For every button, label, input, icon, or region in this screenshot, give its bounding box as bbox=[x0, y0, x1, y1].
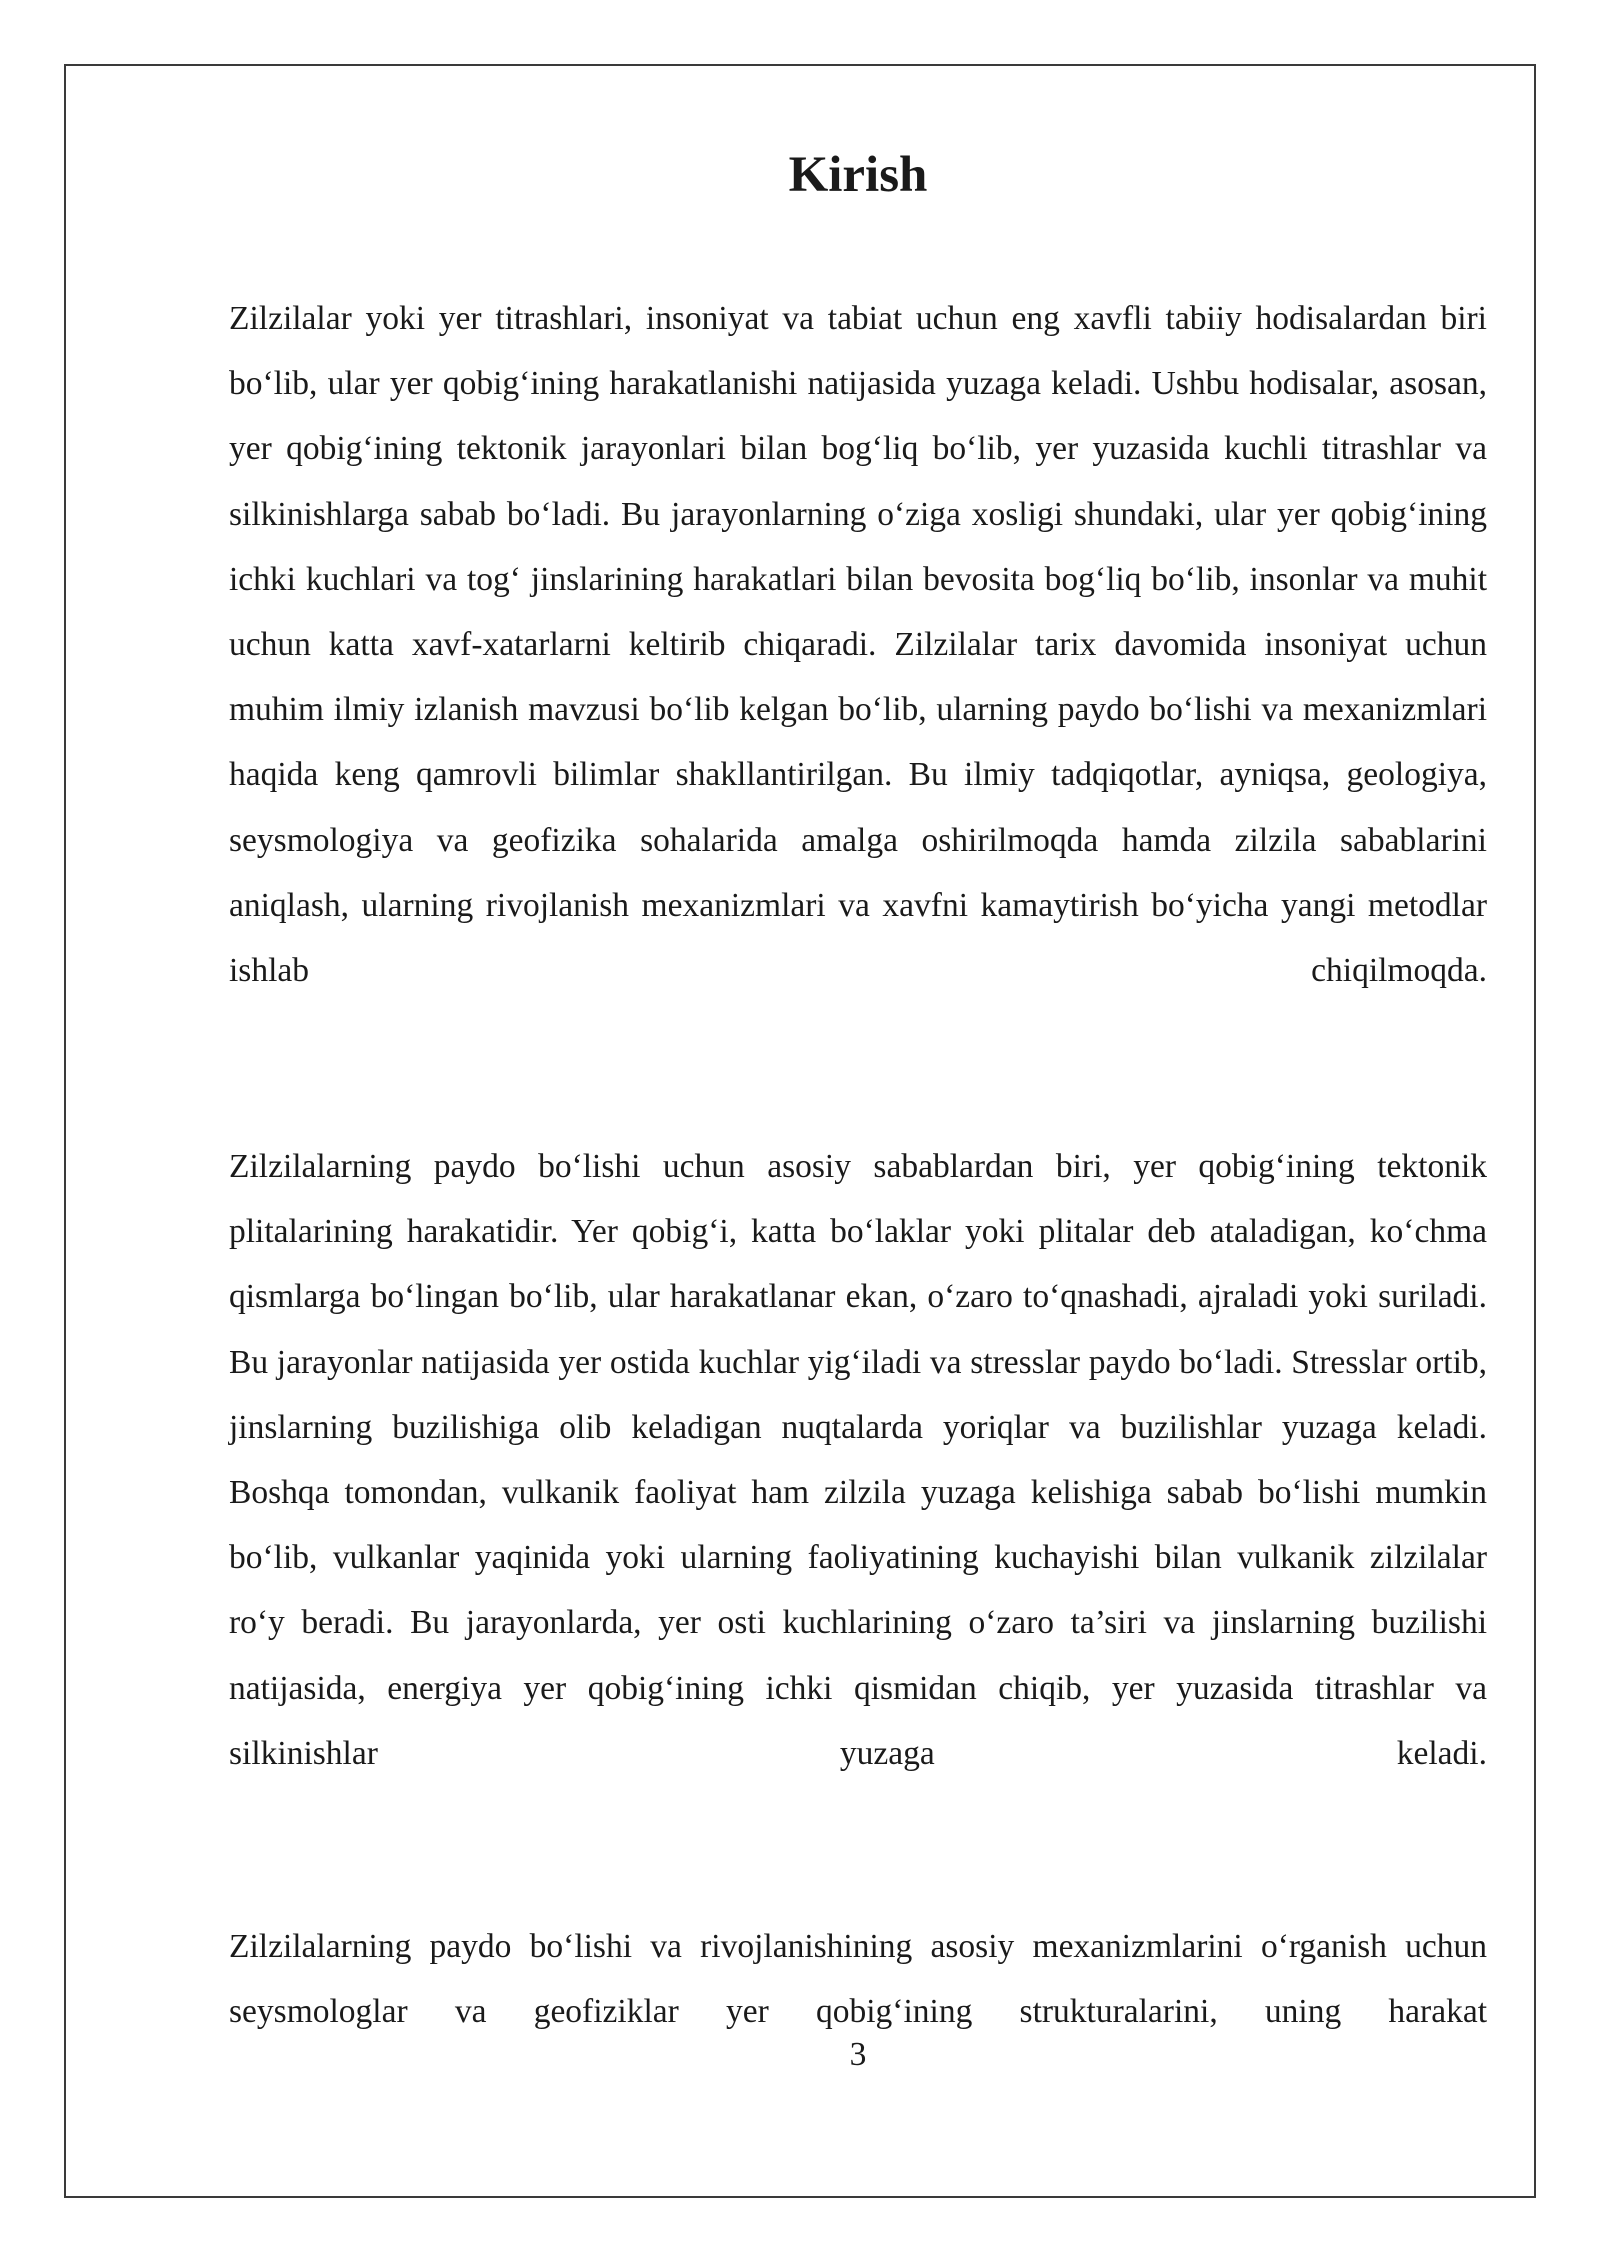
page-number: 3 bbox=[849, 2036, 867, 2073]
body-paragraph: Zilzilalar yoki yer titrashlari, insoniyat va tabiat uchun eng xavfli tabiiy hodisalardan biri bo‘lib, ular yer qobig‘ining harakatlanishi natijasida yuzaga keladi. Ushbu hodisalar, asosan, yer qobig‘ining tektonik jarayonlari bilan bog‘liq bo‘lib, yer yuzasida kuchli titrashlar va silkinishlarga sabab bo‘ladi. Bu jarayonlarning o‘ziga xosligi shundaki, ular yer qobig‘ining ichki kuchlari va tog‘ jinslarining harakatlari bilan bevosita bog‘liq bo‘lib, insonlar va muhit uchun katta xavf-xatarlarni keltirib chiqaradi. Zilzilalar tarix davomida insoniyat uchun muhim ilmiy izlanish mavzusi bo‘lib kelgan bo‘lib, ularning paydo bo‘lishi va mexanizmlari haqida keng qamrovli bilimlar shakllantirilgan. Bu ilmiy tadqiqotlar, ayniqsa, geologiya, seysmologiya va geofizika sohalarida amalga oshirilmoqda hamda zilzila sabablarini aniqlash, ularning rivojlanish mexanizmlari va xavfni kamaytirish bo‘yicha yangi metodlar ishlab chiqilmoqda. bbox=[229, 300, 1487, 990]
body-paragraph: Zilzilalarning paydo bo‘lishi uchun asosiy sabablardan biri, yer qobig‘ining tektonik plitalarining harakatidir. Yer qobig‘i, katta bo‘laklar yoki plitalar deb ataladigan, ko‘chma qismlarga bo‘lingan bo‘lib, ular harakatlanar ekan, o‘zaro to‘qnashadi, ajraladi yoki suriladi. Bu jarayonlar natijasida yer ostida kuchlar yig‘iladi va stresslar paydo bo‘ladi. Stresslar ortib, jinslarning buzilishiga olib keladigan nuqtalarda yoriqlar va buzilishlar yuzaga keladi. Boshqa tomondan, vulkanik faoliyat ham zilzila yuzaga kelishiga sabab bo‘lishi mumkin bo‘lib, vulkanlar yaqinida yoki ularning faoliyatining kuchayishi bilan vulkanik zilzilalar ro‘y beradi. Bu jarayonlarda, yer osti kuchlarining o‘zaro ta’siri va jinslarning buzilishi natijasida, energiya yer qobig‘ining ichki qismidan chiqib, yer yuzasida titrashlar va silkinishlar yuzaga keladi. bbox=[229, 1148, 1487, 1772]
page-title: Kirish bbox=[788, 147, 928, 203]
body-paragraph: Zilzilalarning paydo bo‘lishi va rivojlanishining asosiy mexanizmlarini o‘rganish uchun seysmologlar va geofiziklar yer qobig‘ining strukturalarini, uning harakat bbox=[229, 1928, 1487, 2031]
